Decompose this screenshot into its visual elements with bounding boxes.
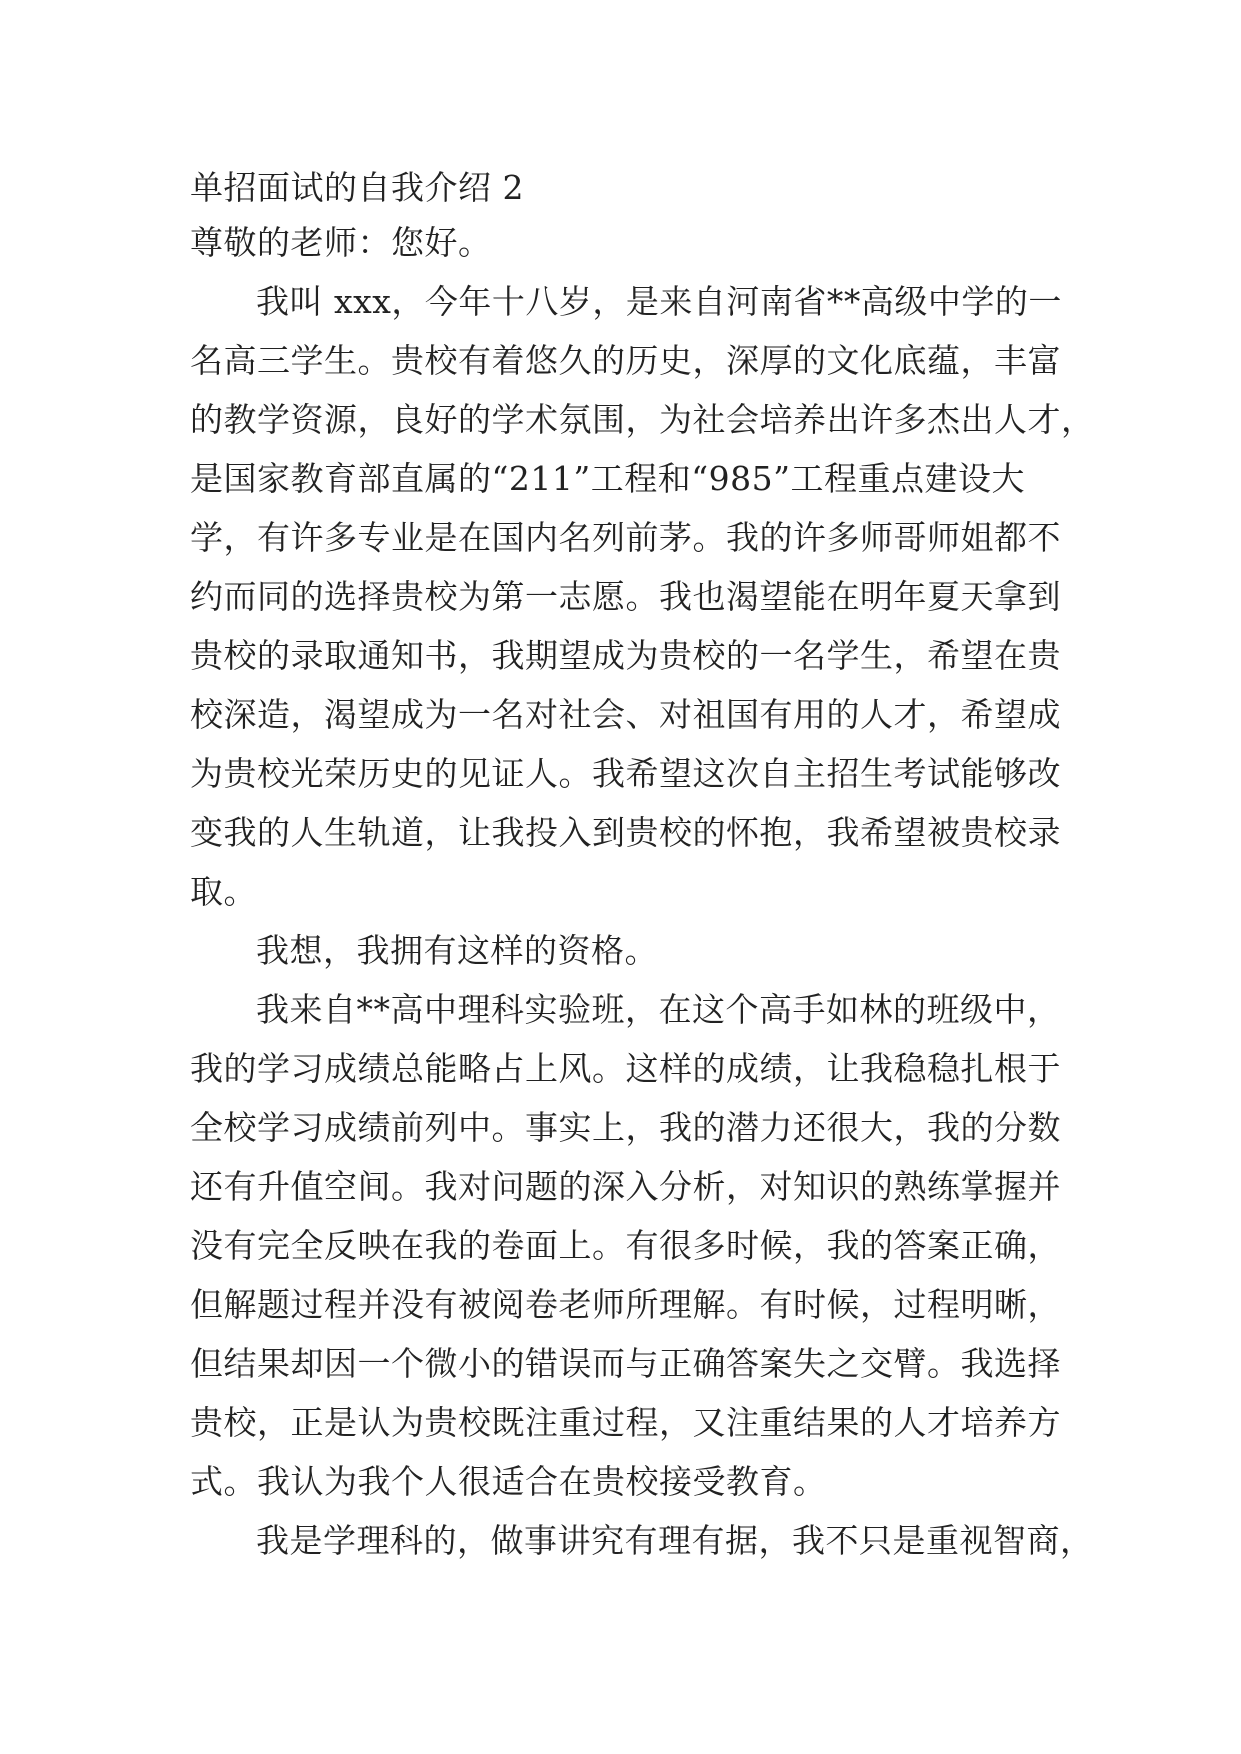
paragraph-1-line-11: 取。 [190, 872, 257, 911]
paragraph-3-line-6: 但解题过程并没有被阅卷老师所理解。有时候，过程明晰， [190, 1285, 1061, 1324]
paragraph-1-line-3: 的教学资源，良好的学术氛围，为社会培养出许多杰出人才， [190, 400, 1095, 439]
paragraph-3-line-7: 但结果却因一个微小的错误而与正确答案失之交臂。我选择 [190, 1344, 1061, 1383]
paragraph-1-line-7: 贵校的录取通知书，我期望成为贵校的一名学生，希望在贵 [190, 636, 1061, 675]
paragraph-1-line-10: 变我的人生轨道，让我投入到贵校的怀抱，我希望被贵校录 [190, 813, 1061, 852]
paragraph-3-line-3: 全校学习成绩前列中。事实上，我的潜力还很大，我的分数 [190, 1108, 1061, 1147]
paragraph-3-line-4: 还有升值空间。我对问题的深入分析，对知识的熟练掌握并 [190, 1167, 1061, 1206]
paragraph-3-line-1: 我来自**高中理科实验班，在这个高手如林的班级中， [256, 990, 1061, 1029]
paragraph-1-line-9: 为贵校光荣历史的见证人。我希望这次自主招生考试能够改 [190, 754, 1061, 793]
paragraph-1-line-8: 校深造，渴望成为一名对社会、对祖国有用的人才，希望成 [190, 695, 1061, 734]
paragraph-2-line-1: 我想，我拥有这样的资格。 [256, 931, 658, 970]
paragraph-3-line-2: 我的学习成绩总能略占上风。这样的成绩，让我稳稳扎根于 [190, 1049, 1061, 1088]
document-title: 单招面试的自我介绍 2 [190, 168, 524, 207]
paragraph-1-line-4: 是国家教育部直属的“211”工程和“985”工程重点建设大 [190, 459, 1025, 498]
paragraph-1-line-5: 学，有许多专业是在国内名列前茅。我的许多师哥师姐都不 [190, 518, 1061, 557]
paragraph-3-line-8: 贵校，正是认为贵校既注重过程，又注重结果的人才培养方 [190, 1403, 1061, 1442]
paragraph-1-line-6: 约而同的选择贵校为第一志愿。我也渴望能在明年夏天拿到 [190, 577, 1061, 616]
paragraph-3-line-9: 式。我认为我个人很适合在贵校接受教育。 [190, 1462, 827, 1501]
salutation: 尊敬的老师：您好。 [190, 223, 492, 262]
paragraph-4-line-1: 我是学理科的，做事讲究有理有据，我不只是重视智商， [256, 1521, 1094, 1560]
paragraph-3-line-5: 没有完全反映在我的卷面上。有很多时候，我的答案正确， [190, 1226, 1061, 1265]
paragraph-1-line-2: 名高三学生。贵校有着悠久的历史，深厚的文化底蕴，丰富 [190, 341, 1061, 380]
paragraph-1-line-1: 我叫 xxx，今年十八岁，是来自河南省**高级中学的一 [256, 282, 1062, 321]
